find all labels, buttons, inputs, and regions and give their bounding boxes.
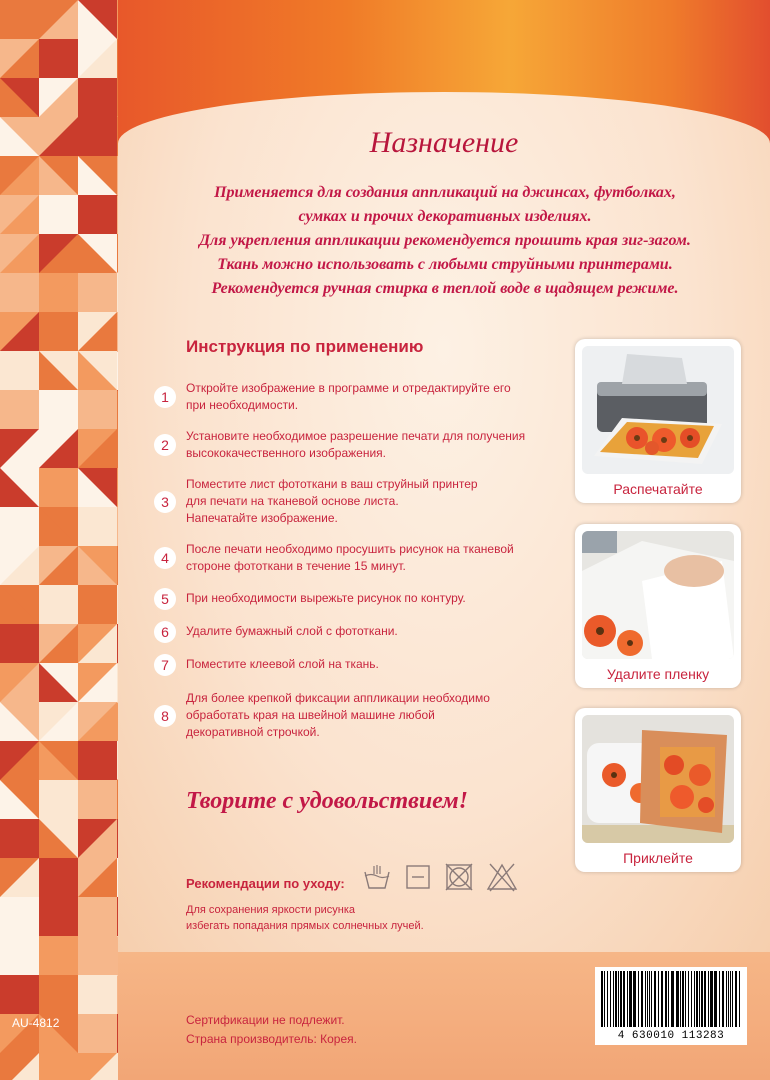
photo-caption: Приклейте [623,850,693,866]
step-text: Поместите клеевой слой на ткань. [186,657,379,671]
decorative-pattern-strip [0,0,118,1080]
no-tumble-dry-icon [444,862,474,892]
sunlight-line: избегать попадания прямых солнечных лучей. [186,920,424,932]
dry-flat-icon [405,862,431,892]
barcode [595,967,747,1045]
step-text: Установите необходимое разрешение печати для получения [186,429,526,443]
sunlight-warning [186,902,424,934]
step-text: После печати необходимо просушить рисунок на тканевой [186,542,514,556]
step-text: для печати на тканевой основе листа. [186,494,399,508]
purpose-text [130,181,760,301]
instructions-title: Инструкция по применению [186,337,424,356]
barcode-number: 4 630010 113283 [617,1030,725,1042]
purpose-line: Для укрепления аппликации рекомендуется прошить края зиг-загом. [199,232,691,249]
step-3 [154,476,554,527]
step-1 [154,380,554,414]
step-text: При необходимости вырежьте рисунок по контуру. [186,591,466,605]
photo-caption: Распечатайте [613,481,703,497]
photo-card-stick [575,708,741,872]
photo-card-print [575,339,741,503]
hand-wash-icon [362,862,392,892]
step-text: Поместите лист фототкани в ваш струйный принтер [186,477,478,491]
footer-info [186,1011,357,1049]
purpose-line: Применяется для создания аппликаций на джинсах, футболках, [214,184,676,201]
photo-caption: Удалите пленку [606,666,710,682]
sunlight-line: Для сохранения яркости рисунка [186,904,356,916]
footer-line: Сертификации не подлежит. [186,1013,345,1027]
step-number: 7 [154,654,176,676]
step-number: 4 [154,547,176,569]
step-text: обработать края на швейной машине любой [186,708,435,722]
step-4 [154,541,554,575]
step-5 [154,590,554,607]
purpose-title: Назначение [369,126,519,159]
purpose-line: сумках и прочих декоративных изделиях. [298,208,592,225]
step-number: 8 [154,705,176,727]
barcode-bars [595,971,747,1031]
step-number: 5 [154,588,176,610]
step-text: Напечатайте изображение. [186,511,338,525]
no-bleach-icon [486,862,518,892]
step-number: 2 [154,434,176,456]
step-text: декоративной строчкой. [186,725,320,739]
pillow-photo [582,715,734,843]
geometric-pattern [0,0,118,1080]
step-7 [154,656,554,673]
step-6 [154,623,554,640]
step-2 [154,428,554,462]
slogan: Творите с удовольствием! [186,788,469,814]
photo-card-peel [575,524,741,688]
purpose-line: Ткань можно использовать с любыми струйными принтерами. [217,256,673,273]
step-text: высококачественного изображения. [186,446,387,460]
step-text: Откройте изображение в программе и отредактируйте его [186,381,511,395]
step-number: 1 [154,386,176,408]
step-text: стороне фототкани в течение 15 минут. [186,559,406,573]
step-text: Удалите бумажный слой с фототкани. [186,624,398,638]
step-number: 3 [154,491,176,513]
step-text: Для более крепкой фиксации аппликации необходимо [186,691,490,705]
product-code: AU-4812 [12,1016,60,1030]
step-number: 6 [154,621,176,643]
step-text: при необходимости. [186,398,299,412]
printer-photo [582,346,734,474]
peel-film-photo [582,531,734,659]
purpose-line: Рекомендуется ручная стирка в теплой воде в щадящем режиме. [211,280,679,297]
care-label: Рекомендации по уходу: [186,876,345,891]
step-8 [154,690,554,741]
footer-line: Страна производитель: Корея. [186,1032,357,1046]
